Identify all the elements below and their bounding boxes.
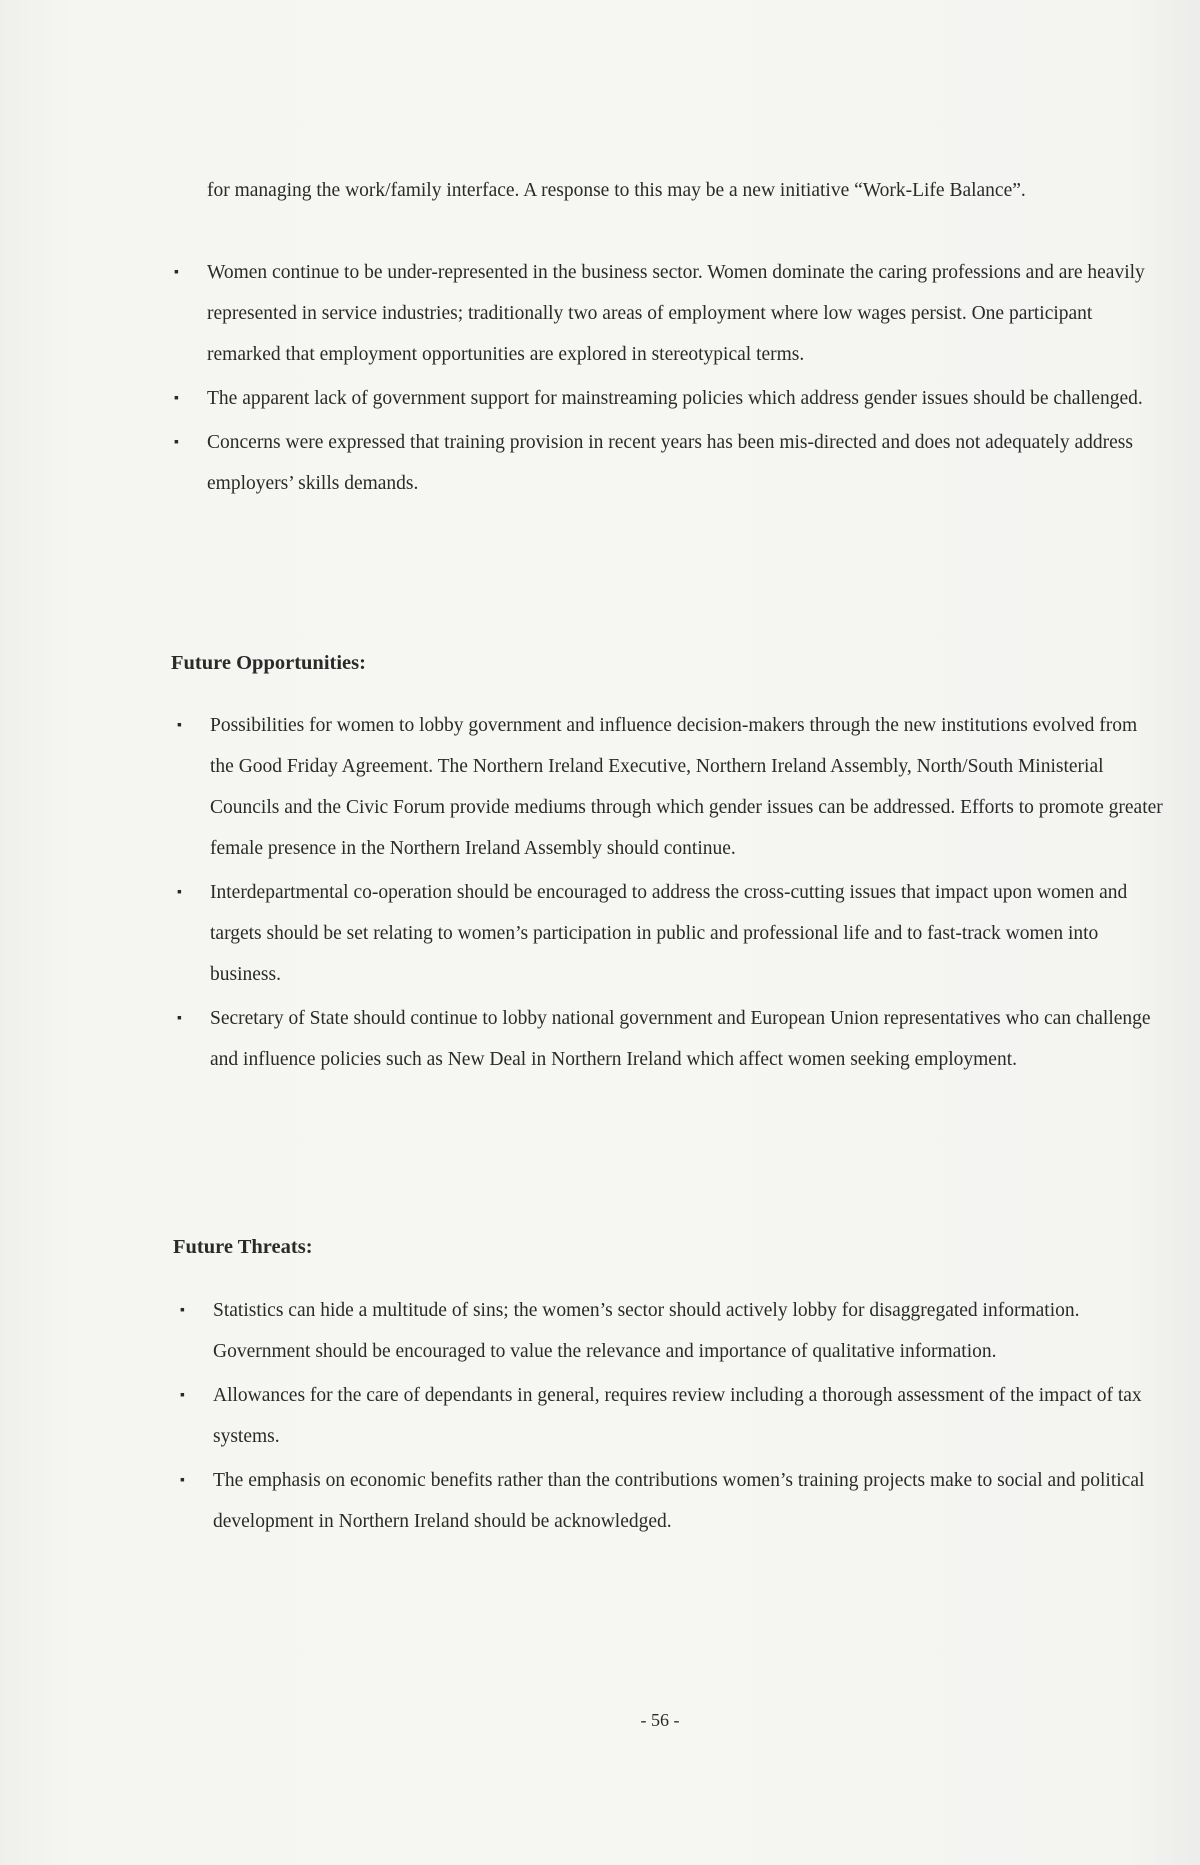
list-item-text: Possibilities for women to lobby government and influence decision-makers through the new institutions evolved from the Good Friday Agreement. The Northern Ireland Executive, Northern Ireland Assembly, North/South Ministerial Councils and the Civic Forum provide mediums through which gender issues can be addressed. Efforts to promote greater female presence in the Northern Ireland Assembly should continue. bbox=[210, 715, 1163, 859]
bullet-icon: ▪ bbox=[180, 1473, 185, 1488]
opportunities-list bbox=[177, 705, 1165, 1083]
bullet-icon: ▪ bbox=[180, 1388, 185, 1403]
list-item-text: The emphasis on economic benefits rather than the contributions women’s training projects make to social and political development in Northern Ireland should be acknowledged. bbox=[213, 1470, 1145, 1532]
list-item bbox=[180, 1460, 1173, 1542]
bullet-icon: ▪ bbox=[180, 1303, 185, 1318]
list-item-text: Concerns were expressed that training provision in recent years has been mis-directed and does not adequately address employers’ skills demands. bbox=[207, 432, 1133, 494]
list-item bbox=[174, 252, 1162, 375]
list-item-text: Allowances for the care of dependants in general, requires review including a thorough assessment of the impact of tax systems. bbox=[213, 1385, 1142, 1447]
list-item-text: Women continue to be under-represented in the business sector. Women dominate the caring professions and are heavily represented in service industries; traditionally two areas of employment where low wages persist. One participant remarked that employment opportunities are explored in stereotypical terms. bbox=[207, 262, 1145, 365]
list-item bbox=[180, 1290, 1173, 1372]
list-item bbox=[177, 872, 1165, 995]
section-heading-threats: Future Threats: bbox=[173, 1236, 313, 1258]
bullet-icon: ▪ bbox=[177, 1011, 182, 1026]
bullet-icon: ▪ bbox=[177, 718, 182, 733]
challenges-list bbox=[174, 252, 1162, 507]
list-item-text: Statistics can hide a multitude of sins; the women’s sector should actively lobby for disaggregated information. Government should be encouraged to value the relevance and importance of qualitative information. bbox=[213, 1300, 1080, 1362]
threats-list bbox=[180, 1290, 1173, 1545]
bullet-icon: ▪ bbox=[177, 885, 182, 900]
list-item-text: Interdepartmental co-operation should be encouraged to address the cross-cutting issues that impact upon women and targets should be set relating to women’s participation in public and professional life and to fast-track women into business. bbox=[210, 882, 1128, 985]
list-item bbox=[177, 998, 1165, 1080]
bullet-icon: ▪ bbox=[174, 435, 179, 450]
list-item-text: Secretary of State should continue to lobby national government and European Union representatives who can challenge and influence policies such as New Deal in Northern Ireland which affect women seeking employment. bbox=[210, 1008, 1151, 1070]
bullet-icon: ▪ bbox=[174, 391, 179, 406]
bullet-icon: ▪ bbox=[174, 265, 179, 280]
list-item bbox=[174, 378, 1162, 419]
list-item bbox=[180, 1375, 1173, 1457]
page-number: - 56 - bbox=[640, 1710, 680, 1730]
section-heading-opportunities: Future Opportunities: bbox=[171, 652, 366, 674]
continuation-paragraph: for managing the work/family interface. A response to this may be a new initiative “Work-Life Balance”. bbox=[207, 180, 1026, 201]
list-item-text: The apparent lack of government support for mainstreaming policies which address gender issues should be challenged. bbox=[207, 388, 1143, 409]
list-item bbox=[177, 705, 1165, 869]
list-item bbox=[174, 422, 1162, 504]
